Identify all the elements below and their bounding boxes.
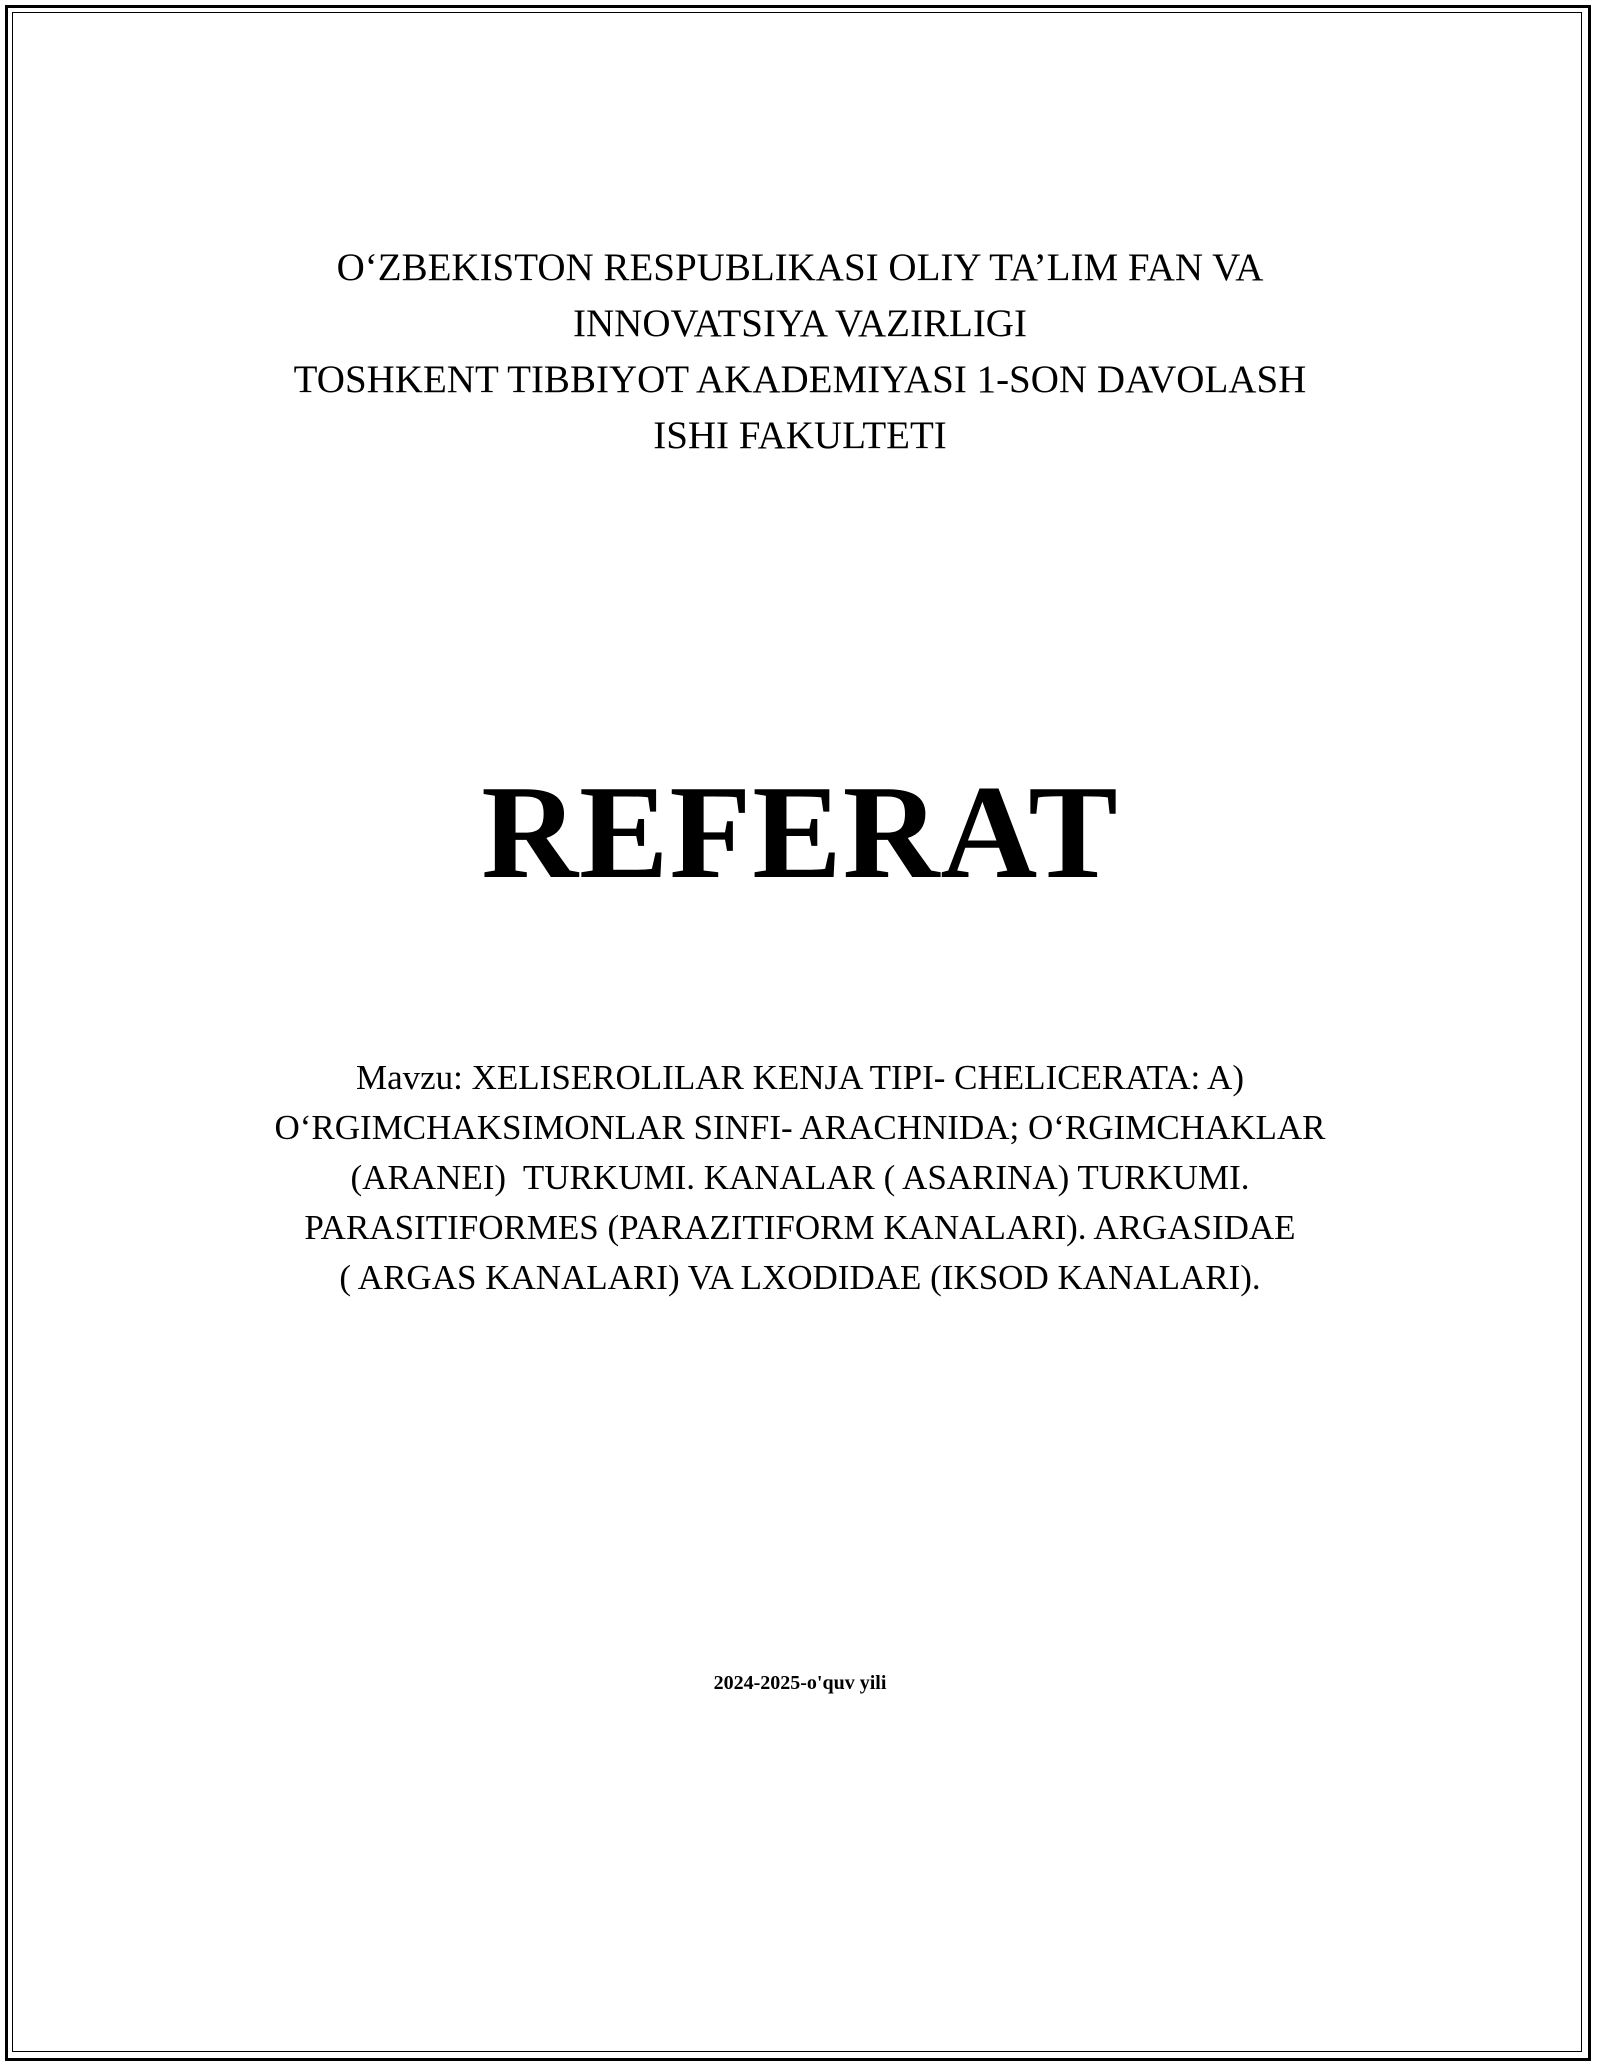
- topic-line-5: ( ARGAS KANALARI) VA LXODIDAE (IKSOD KANALARI).: [339, 1258, 1261, 1297]
- header-line-1: O‘ZBEKISTON RESPUBLIKASI OLIY TA’LIM FAN VA: [336, 246, 1264, 289]
- topic-line-4: PARASITIFORMES (PARAZITIFORM KANALARI). ARGASIDAE: [304, 1208, 1296, 1247]
- header-line-2: INNOVATSIYA VAZIRLIGI: [573, 302, 1027, 345]
- header-line-4: ISHI FAKULTETI: [653, 414, 947, 457]
- topic-line-3: (ARANEI) TURKUMI. KANALAR ( ASARINA) TURKUMI.: [350, 1158, 1250, 1197]
- ministry-header: [0, 240, 1600, 464]
- document-title: REFERAT: [481, 758, 1119, 906]
- topic-block: [0, 1053, 1600, 1303]
- academic-year: 2024-2025-o'quv yili: [713, 1672, 887, 1694]
- topic-line-2: O‘RGIMCHAKSIMONLAR SINFI- ARACHNIDA; O‘RGIMCHAKLAR: [274, 1108, 1326, 1147]
- topic-line-1: Mavzu: XELISEROLILAR KENJA TIPI- CHELICERATA: A): [355, 1058, 1244, 1097]
- header-line-3: TOSHKENT TIBBIYOT AKADEMIYASI 1-SON DAVOLASH: [293, 358, 1307, 401]
